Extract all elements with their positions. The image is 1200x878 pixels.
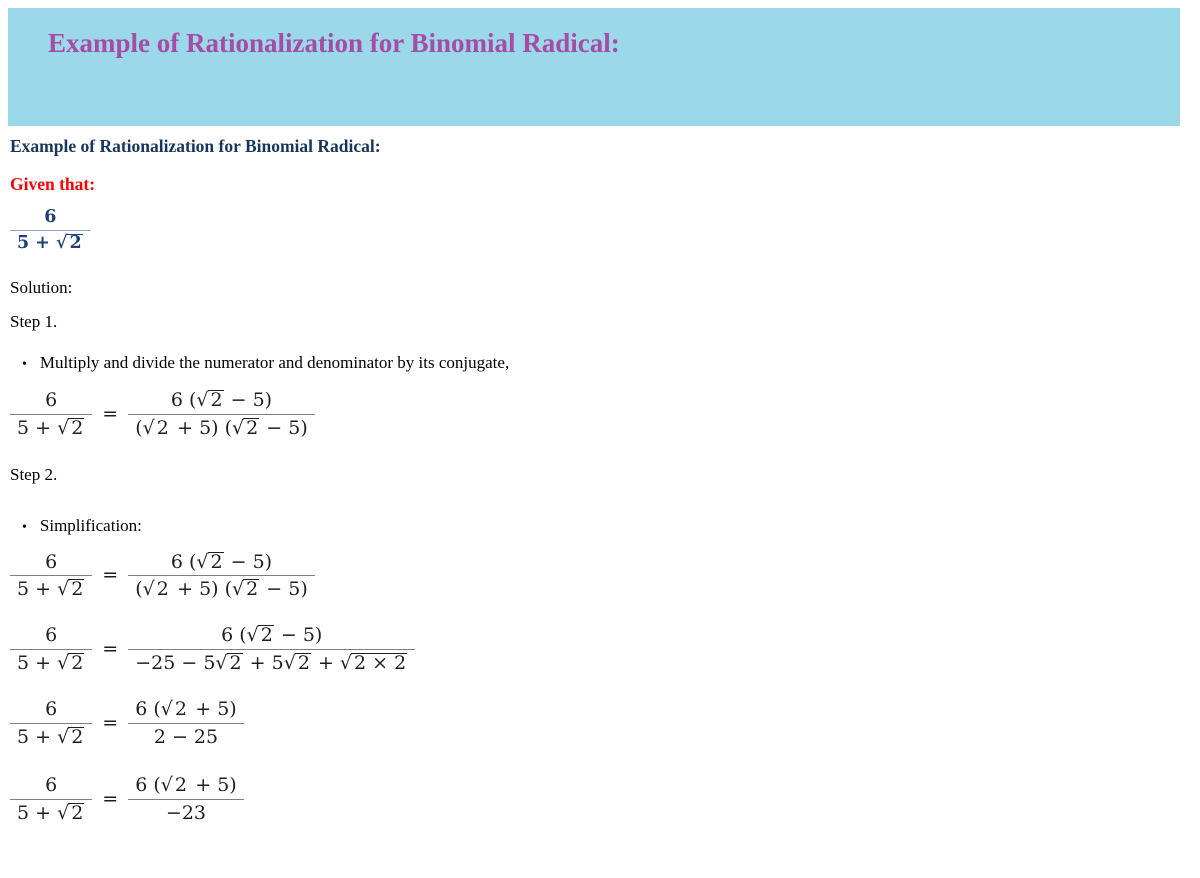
denominator: [128, 649, 415, 677]
math-text: − 5): [274, 624, 323, 647]
math-text: 2 − 25: [153, 725, 219, 748]
radicand: 2 × 2: [354, 651, 407, 674]
math-text: 6 (: [221, 624, 247, 647]
radical: [340, 652, 408, 674]
radicand: 2: [71, 416, 84, 439]
radical-sign-icon: √: [160, 774, 173, 797]
numerator: [10, 772, 92, 799]
equals-sign: =: [102, 402, 119, 425]
radical: [215, 652, 243, 674]
math-text: 5 +: [17, 725, 58, 748]
math-text: − 5): [260, 416, 308, 439]
denominator: [128, 799, 243, 827]
math-text: 6: [45, 774, 58, 797]
equation-1: [10, 387, 1200, 442]
math-text: 6: [45, 550, 58, 573]
radical: [143, 417, 171, 439]
radical: [57, 578, 85, 600]
bullet-icon: •: [22, 357, 27, 372]
math-text: 6: [45, 697, 58, 720]
radical: [247, 624, 275, 646]
math-text: +: [311, 651, 340, 674]
radical: [196, 389, 224, 411]
denominator: [10, 414, 92, 442]
math-text: + 5: [243, 651, 284, 674]
equation-2: [10, 549, 1200, 604]
radical-sign-icon: √: [246, 624, 259, 647]
rhs-fraction: [128, 549, 315, 604]
radicand: 2: [156, 416, 169, 439]
given-fraction: [10, 205, 1200, 256]
equals-sign: =: [102, 638, 119, 661]
given-fraction-value: [10, 205, 91, 256]
radical: [57, 652, 85, 674]
subtitle-heading: Example of Rationalization for Binomial Radical:: [10, 136, 381, 156]
lhs-fraction: [10, 696, 92, 751]
math-text: 6: [45, 624, 58, 647]
bullet1-text: Multiply and divide the numerator and denominator by its conjugate,: [39, 353, 510, 372]
radicand: 2: [210, 550, 223, 573]
radicand: 2: [174, 774, 187, 797]
math-text: 5 +: [17, 233, 57, 253]
math-text: 5 +: [17, 651, 58, 674]
lhs-fraction: [10, 549, 92, 604]
math-text: 6 (: [135, 774, 161, 797]
radicand: 2: [246, 416, 259, 439]
math-text: 6: [44, 207, 57, 227]
numerator: [128, 696, 243, 723]
radicand: 2: [297, 651, 310, 674]
radical: [57, 417, 85, 439]
math-text: + 5) (: [170, 578, 233, 601]
radical-sign-icon: √: [283, 651, 296, 674]
radicand: 2: [71, 578, 84, 601]
lhs-fraction: [10, 622, 92, 677]
math-text: + 5): [188, 697, 237, 720]
radical-sign-icon: √: [57, 578, 70, 601]
radicand: 2: [210, 389, 223, 411]
radical: [56, 233, 84, 253]
math-text: − 5): [260, 578, 308, 601]
math-text: (: [135, 416, 143, 439]
denominator: [128, 575, 315, 603]
step1-label: Step 1.: [10, 312, 58, 331]
math-text: + 5): [188, 774, 237, 797]
radical: [196, 551, 224, 573]
denominator: [128, 723, 243, 751]
header-banner: [8, 8, 1180, 126]
radical-sign-icon: √: [232, 416, 245, 439]
radicand: 2: [246, 578, 259, 601]
given-label: Given that:: [10, 174, 96, 194]
radical-sign-icon: √: [142, 578, 155, 601]
math-text: + 5) (: [170, 416, 233, 439]
denominator: [10, 649, 92, 677]
solution-label: Solution:: [10, 278, 73, 297]
bullet2-text: Simplification:: [39, 515, 142, 535]
numerator: [10, 205, 91, 230]
equals-sign: =: [102, 564, 119, 587]
denominator: [10, 230, 91, 256]
math-text: 5 +: [17, 416, 58, 439]
radical-sign-icon: √: [57, 802, 70, 825]
numerator: [128, 772, 243, 799]
radicand: 2: [229, 651, 242, 674]
lhs-fraction: [10, 772, 92, 827]
bullet-icon: •: [22, 519, 27, 535]
math-text: 6 (: [135, 697, 161, 720]
math-text: 6: [45, 389, 58, 411]
rhs-fraction: [128, 772, 243, 827]
radical-sign-icon: √: [196, 550, 209, 573]
denominator: [10, 799, 92, 827]
radical: [161, 698, 189, 720]
radicand: 2: [260, 624, 273, 647]
math-text: 6 (: [170, 550, 197, 573]
radicand: 2: [71, 651, 84, 674]
radical-sign-icon: √: [160, 697, 173, 720]
lhs-fraction: [10, 387, 92, 442]
numerator: [10, 549, 92, 576]
radical-sign-icon: √: [57, 416, 70, 439]
rhs-fraction: [128, 387, 315, 442]
radical: [232, 417, 260, 439]
denominator: [10, 575, 92, 603]
step2-label: Step 2.: [10, 464, 58, 484]
numerator: [128, 549, 315, 576]
equation-5: [10, 772, 1200, 827]
radical-sign-icon: √: [57, 725, 70, 748]
radical: [143, 578, 171, 600]
radical: [161, 774, 189, 796]
denominator: [10, 723, 92, 751]
rhs-fraction: [128, 696, 243, 751]
radical-sign-icon: √: [57, 651, 70, 674]
math-text: 6 (: [170, 389, 197, 411]
equals-sign: =: [102, 788, 119, 811]
equals-sign: =: [102, 711, 119, 734]
radical-sign-icon: √: [215, 651, 228, 674]
content: [0, 136, 1200, 827]
banner-title: Example of Rationalization for Binomial Radical:: [48, 28, 620, 58]
bullet-item-2: [22, 516, 1200, 536]
math-text: (: [135, 578, 143, 601]
math-text: −25 − 5: [135, 651, 216, 674]
radical-sign-icon: √: [232, 578, 245, 601]
numerator: [128, 387, 315, 414]
math-text: − 5): [224, 389, 273, 411]
radicand: 2: [71, 802, 84, 825]
numerator: [10, 696, 92, 723]
radical-sign-icon: √: [56, 233, 68, 253]
bullet-item-1: [22, 353, 1200, 373]
denominator: [128, 414, 315, 442]
radical-sign-icon: √: [196, 389, 209, 411]
radicand: 2: [71, 725, 84, 748]
math-text: −23: [165, 802, 207, 825]
radicand: 2: [69, 233, 82, 253]
page: [0, 8, 1200, 827]
radicand: 2: [156, 578, 169, 601]
radical: [57, 726, 85, 748]
radical: [232, 578, 260, 600]
numerator: [128, 622, 415, 649]
radical-sign-icon: √: [339, 651, 353, 674]
radical: [284, 652, 312, 674]
math-text: − 5): [224, 550, 273, 573]
radical-sign-icon: √: [142, 416, 155, 439]
math-text: 5 +: [17, 802, 58, 825]
radicand: 2: [174, 697, 187, 720]
math-text: 5 +: [17, 578, 58, 601]
numerator: [10, 622, 92, 649]
radical: [57, 802, 85, 824]
numerator: [10, 387, 92, 414]
rhs-fraction: [128, 622, 415, 677]
equation-4: [10, 696, 1200, 751]
equation-3: [10, 622, 1200, 677]
